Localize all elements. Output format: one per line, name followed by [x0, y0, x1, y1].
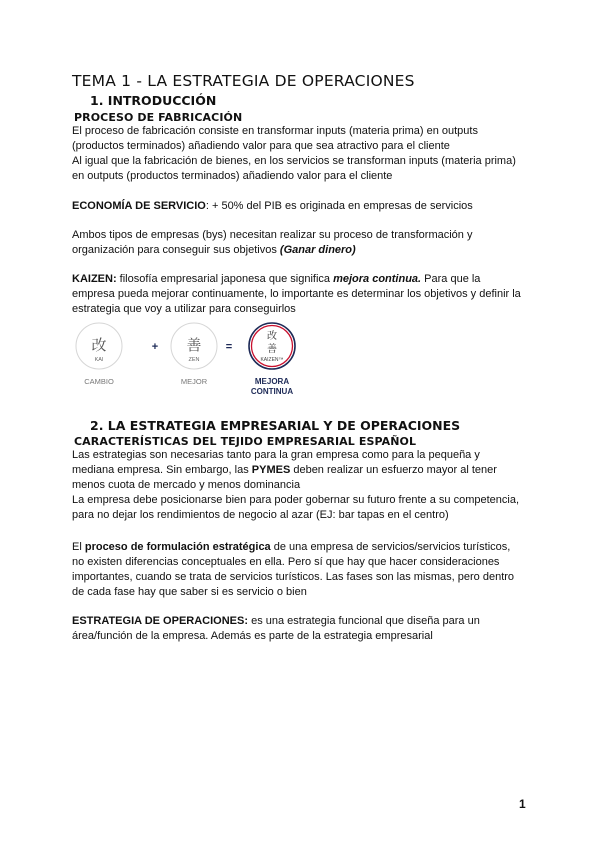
- paragraph-line: Al igual que la fabricación de bienes, en los servicios se transforman inputs (materia prima): [72, 155, 516, 167]
- paragraph-line: La empresa debe posicionarse bien para poder gobernar su futuro frente a su competencia,: [72, 494, 520, 506]
- kaizen-tm-label: KAIZEN™: [260, 357, 284, 363]
- formulacion-start: El: [72, 541, 85, 553]
- kaizen-label: KAIZEN:: [72, 273, 117, 285]
- formulacion-rest: de una empresa de servicios/servicios turísticos,: [270, 541, 511, 553]
- estrategia-paragraph-line: [72, 614, 480, 630]
- pymes-text-before: mediana empresa. Sin embargo, las: [72, 464, 252, 476]
- paragraph-line: estrategia que voy a utilizar para conseguirlos: [72, 303, 296, 315]
- paragraph-line: importantes, cuando se trata de servicios turísticos. Las fases son las mismas, pero dentro: [72, 571, 515, 583]
- kaizen-kanji-top: 改: [267, 331, 277, 342]
- economia-paragraph: [72, 199, 473, 215]
- formulacion-paragraph-line: [72, 540, 510, 556]
- section-1-subheading: PROCESO DE FABRICACIÓN: [74, 111, 243, 124]
- section-2-subheading: CARACTERÍSTICAS DEL TEJIDO EMPRESARIAL ESPAÑOL: [74, 435, 417, 448]
- mejora-label: MEJORA: [254, 377, 290, 386]
- estrategia-text: es una estrategia funcional que diseña para un: [248, 615, 480, 627]
- page-number: 1: [519, 797, 526, 811]
- economia-label: ECONOMÍA DE SERVICIO: [72, 200, 206, 212]
- pymes-paragraph-line: [72, 463, 497, 479]
- section-2-heading: 2. LA ESTRATEGIA EMPRESARIAL Y DE OPERACIONES: [90, 418, 461, 433]
- zen-label: ZEN: [188, 357, 200, 363]
- ambos-paragraph-line: [72, 243, 356, 259]
- paragraph-line: de cada fase hay que saber si es servicio o bien: [72, 586, 307, 598]
- cambio-label: CAMBIO: [84, 377, 114, 386]
- kaizen-emphasis: mejora continua.: [333, 273, 422, 285]
- paragraph-line: empresa pueda mejorar continuamente, lo importante es determinar los objetivos y definir la: [72, 288, 521, 300]
- document-title: TEMA 1 - LA ESTRATEGIA DE OPERACIONES: [72, 72, 415, 90]
- zen-kanji: 善: [186, 336, 202, 354]
- pymes-text-after: deben realizar un esfuerzo mayor al tener: [290, 464, 497, 476]
- kai-label: KAI: [94, 357, 104, 363]
- kai-kanji: 改: [91, 336, 107, 354]
- mejor-label: MEJOR: [180, 377, 208, 386]
- kaizen-after: Para que la: [421, 273, 481, 285]
- section-1-heading: 1. INTRODUCCIÓN: [90, 93, 217, 108]
- ambos-emphasis: (Ganar dinero): [279, 244, 356, 256]
- paragraph-line: no existen diferencias conceptuales en ella. Pero sí que hay que hacer consideraciones: [72, 556, 500, 568]
- pymes-label: PYMES: [251, 464, 291, 476]
- economia-text: : + 50% del PIB es originada en empresas de servicios: [205, 200, 473, 212]
- estrategia-label: ESTRATEGIA DE OPERACIONES:: [72, 615, 249, 627]
- kaizen-text: filosofía empresarial japonesa que significa: [116, 273, 334, 285]
- paragraph-line: en outputs (productos terminados) añadiendo valor para el cliente: [72, 170, 393, 182]
- paragraph-line: (productos terminados) añadiendo valor para que sea atractivo para el cliente: [72, 140, 450, 152]
- paragraph-line: Ambos tipos de empresas (bys) necesitan realizar su proceso de transformación y: [72, 229, 473, 241]
- paragraph-line: El proceso de fabricación consiste en transformar inputs (materia prima) en outputs: [72, 125, 478, 137]
- continua-label: CONTINUA: [250, 387, 294, 396]
- kaizen-diagram: [72, 322, 312, 402]
- paragraph-line: menos cuota de mercado y menos dominancia: [72, 479, 301, 491]
- paragraph-line: área/función de la empresa. Además es parte de la estrategia empresarial: [72, 630, 433, 642]
- plus-sign: +: [151, 341, 159, 353]
- kaizen-paragraph: [72, 272, 480, 288]
- equals-sign: =: [225, 341, 233, 353]
- paragraph-line: para no dejar los rendimientos de negocio al azar (EJ: bar tapas en el centro): [72, 509, 449, 521]
- kaizen-kanji-bottom: 善: [267, 344, 277, 355]
- formulacion-bold: proceso de formulación estratégica: [84, 541, 271, 553]
- ambos-text: organización para conseguir sus objetivos: [72, 244, 280, 256]
- paragraph-line: Las estrategias son necesarias tanto para la gran empresa como para la pequeña y: [72, 449, 480, 461]
